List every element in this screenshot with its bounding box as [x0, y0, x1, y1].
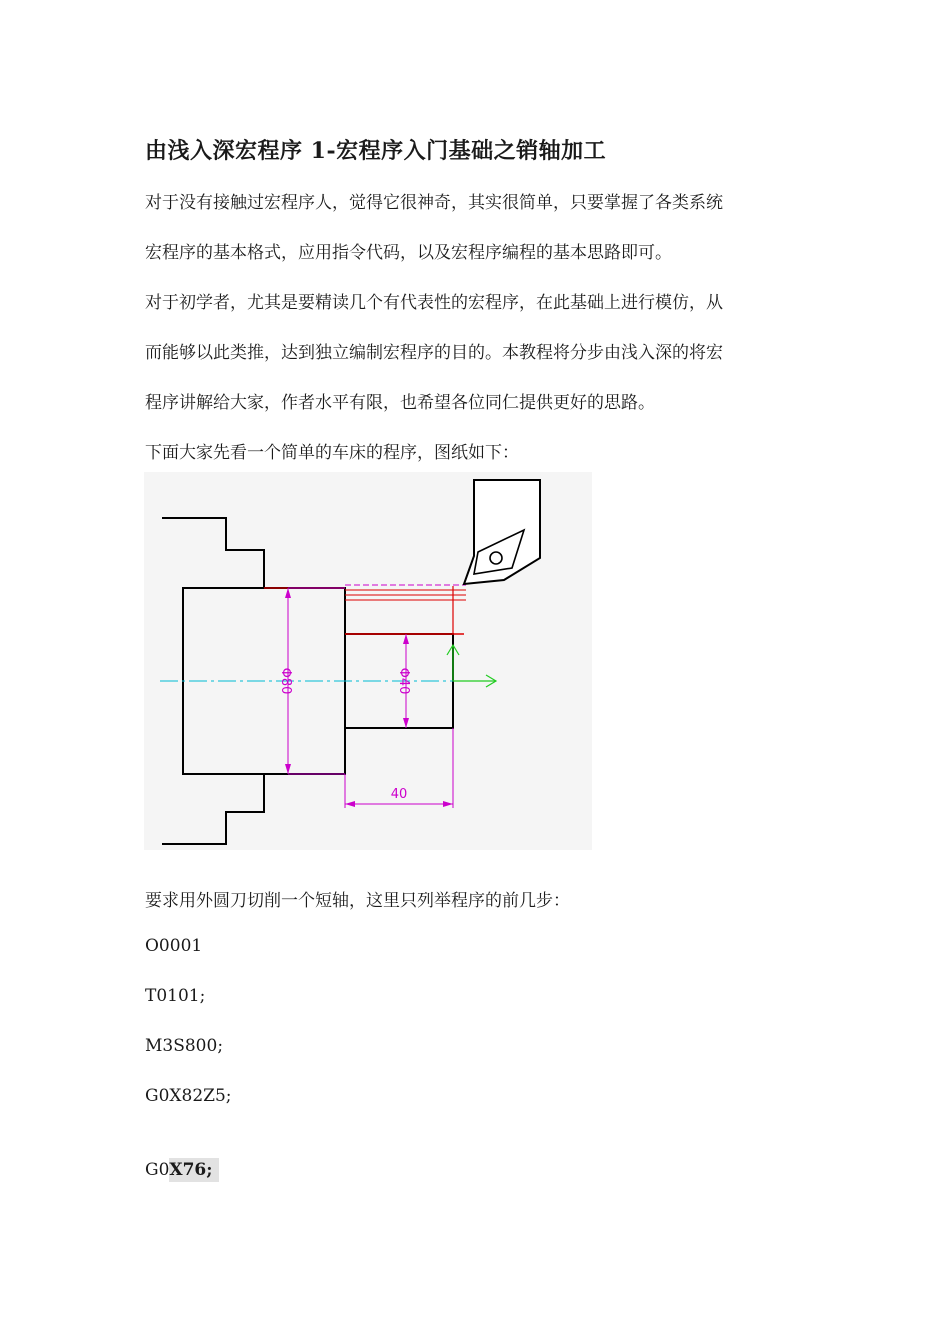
dim80-label: Φ80	[278, 667, 293, 695]
paragraph-line-3: 对于初学者，尤其是要精读几个有代表性的宏程序，在此基础上进行模仿，从	[145, 293, 723, 313]
lathe-drawing	[144, 472, 592, 850]
after-figure-text: 要求用外圆刀切削一个短轴，这里只列举程序的前几步：	[145, 891, 570, 911]
chuck-lower-jaw	[162, 774, 264, 844]
lathe-drawing-figure	[144, 472, 592, 850]
code-line-5	[145, 1160, 219, 1180]
dim40-arrow-top	[403, 634, 409, 644]
document-title: 由浅入深宏程序 1-宏程序入门基础之销轴加工	[145, 138, 607, 164]
dim-length-label: 40	[390, 787, 408, 802]
dim40-arrow-bottom	[403, 718, 409, 728]
paragraph-line-4: 而能够以此类推，达到独立编制宏程序的目的。本教程将分步由浅入深的将宏	[145, 343, 723, 363]
paragraph-line-6: 下面大家先看一个简单的车床的程序，图纸如下：	[145, 443, 519, 463]
dim40-label: Φ40	[396, 667, 411, 695]
code-line-4: G0X82Z5;	[145, 1086, 232, 1106]
code-line-1: O0001	[145, 936, 203, 956]
code-line-5-prefix: G0	[145, 1160, 170, 1180]
dim80-arrow-top	[285, 588, 291, 598]
dim-length-arrow-left	[345, 801, 355, 807]
dim80-arrow-bottom	[285, 764, 291, 774]
paragraph-line-1: 对于没有接触过宏程序人，觉得它很神奇，其实很简单，只要掌握了各类系统	[145, 193, 723, 213]
code-line-2: T0101;	[145, 986, 206, 1006]
paragraph-line-2: 宏程序的基本格式，应用指令代码，以及宏程序编程的基本思路即可。	[145, 243, 672, 263]
code-line-5-highlight: X76;	[169, 1158, 218, 1182]
code-line-3: M3S800;	[145, 1036, 224, 1056]
paragraph-line-5: 程序讲解给大家，作者水平有限，也希望各位同仁提供更好的思路。	[145, 393, 655, 413]
dim-length-arrow-right	[443, 801, 453, 807]
chuck-upper-jaw	[162, 518, 264, 588]
